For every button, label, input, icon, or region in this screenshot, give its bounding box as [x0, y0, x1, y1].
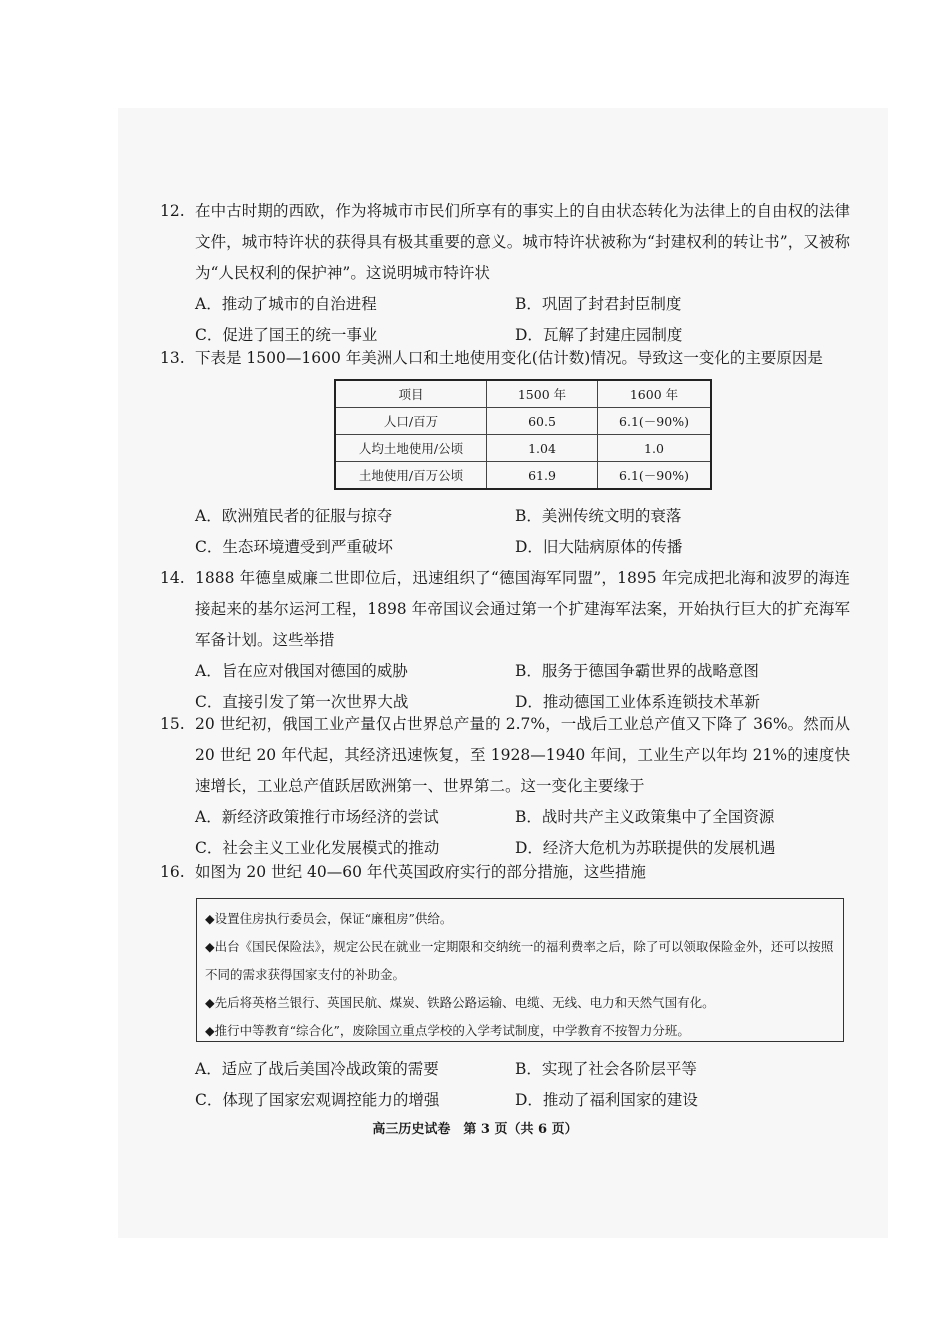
- table-cell: 人均土地使用/公顷: [335, 435, 487, 462]
- measure-item: ◆先后将英格兰银行、英国民航、煤炭、铁路公路运输、电缆、无线、电力和天然气国有化。: [205, 995, 715, 1010]
- question-stem: 1888 年德皇威廉二世即位后，迅速组织了“德国海军同盟”，1895 年完成把北海和波罗的海连接起来的基尔运河工程，1898 年帝国议会通过第一个扩建海军法案，开始执行巨大的扩充海军军备计划。这些举措: [195, 569, 850, 649]
- question-stem: 在中古时期的西欧，作为将城市市民们所享有的事实上的自由状态转化为法律上的自由权的法律文件，城市特许状的获得具有极其重要的意义。城市特许状被称为“封建权利的转让书”，又被称为“人民权利的保护神”。这说明城市特许状: [195, 202, 850, 282]
- table-cell: 60.5: [487, 408, 598, 435]
- option-a[interactable]: A．推动了城市的自治进程: [195, 295, 377, 313]
- table-header: 1600 年: [598, 380, 712, 408]
- table-row: [335, 408, 711, 435]
- option-d[interactable]: D．经济大危机为苏联提供的发展机遇: [515, 839, 776, 857]
- question-15: [160, 709, 850, 864]
- question-number: 15.: [160, 715, 185, 733]
- measure-item: ◆推行中等教育“综合化”，废除国立重点学校的入学考试制度，中学教育不按智力分班。: [205, 1023, 690, 1038]
- option-c[interactable]: C．体现了国家宏观调控能力的增强: [195, 1091, 440, 1109]
- measure-item: ◆出台《国民保险法》，规定公民在就业一定期限和交纳统一的福利费率之后，除了可以领取保险金外，还可以按照不同的需求获得国家支付的补助金。: [205, 939, 834, 982]
- question-number: 14.: [160, 569, 185, 587]
- table-cell: 6.1(－90%): [598, 462, 712, 490]
- table-cell: 1.04: [487, 435, 598, 462]
- table-header: 项目: [335, 380, 487, 408]
- options: [195, 802, 850, 864]
- option-c[interactable]: C．社会主义工业化发展模式的推动: [195, 839, 440, 857]
- option-d[interactable]: D．瓦解了封建庄园制度: [515, 326, 683, 344]
- option-b[interactable]: B．美洲传统文明的衰落: [515, 507, 682, 525]
- question-16-options: [160, 1054, 850, 1116]
- option-c[interactable]: C．直接引发了第一次世界大战: [195, 693, 409, 711]
- option-a[interactable]: A．适应了战后美国冷战政策的需要: [195, 1060, 439, 1078]
- question-number: 13.: [160, 349, 185, 367]
- option-d[interactable]: D．推动德国工业体系连锁技术革新: [515, 693, 760, 711]
- option-b[interactable]: B．战时共产主义政策集中了全国资源: [515, 808, 775, 826]
- option-a[interactable]: A．欧洲殖民者的征服与掠夺: [195, 507, 393, 525]
- option-b[interactable]: B．巩固了封君封臣制度: [515, 295, 682, 313]
- option-d[interactable]: D．推动了福利国家的建设: [515, 1091, 698, 1109]
- question-number: 16.: [160, 863, 185, 881]
- population-land-table: [334, 379, 712, 490]
- table-cell: 土地使用/百万公顷: [335, 462, 487, 490]
- options: [195, 289, 850, 351]
- question-number: 12.: [160, 202, 185, 220]
- option-a[interactable]: A．新经济政策推行市场经济的尝试: [195, 808, 439, 826]
- table-row: [335, 462, 711, 490]
- option-d[interactable]: D．旧大陆病原体的传播: [515, 538, 683, 556]
- table-row: [335, 435, 711, 462]
- table-cell: 1.0: [598, 435, 712, 462]
- table-cell: 人口/百万: [335, 408, 487, 435]
- table-cell: 61.9: [487, 462, 598, 490]
- option-c[interactable]: C．生态环境遭受到严重破坏: [195, 538, 393, 556]
- question-stem: 如图为 20 世纪 40—60 年代英国政府实行的部分措施，这些措施: [195, 863, 646, 881]
- question-13: [160, 343, 850, 374]
- option-a[interactable]: A．旨在应对俄国对德国的威胁: [195, 662, 408, 680]
- option-c[interactable]: C．促进了国王的统一事业: [195, 326, 378, 344]
- question-14: [160, 563, 850, 718]
- question-stem: 下表是 1500—1600 年美洲人口和土地使用变化(估计数)情况。导致这一变化的主要原因是: [195, 349, 823, 367]
- measures-box: [196, 898, 844, 1042]
- options: [195, 1054, 850, 1116]
- options: [195, 501, 850, 563]
- page-footer: 高三历史试卷 第 3 页（共 6 页）: [372, 1122, 578, 1137]
- table-header: 1500 年: [487, 380, 598, 408]
- measure-item: ◆设置住房执行委员会，保证“廉租房”供给。: [205, 911, 453, 926]
- option-b[interactable]: B．服务于德国争霸世界的战略意图: [515, 662, 759, 680]
- question-12: [160, 196, 850, 351]
- table-header-row: [335, 380, 711, 408]
- question-stem: 20 世纪初，俄国工业产量仅占世界总产量的 2.7%，一战后工业总产值又下降了 36%。然而从 20 世纪 20 年代起，其经济迅速恢复，至 1928—1940 年间，工业生产以年均 21%的速度快速增长，工业总产值跃居欧洲第一、世界第二。这一变化主要缘于: [195, 715, 850, 795]
- table-cell: 6.1(－90%): [598, 408, 712, 435]
- question-13-options: [160, 501, 850, 563]
- option-b[interactable]: B．实现了社会各阶层平等: [515, 1060, 697, 1078]
- question-16: [160, 857, 850, 888]
